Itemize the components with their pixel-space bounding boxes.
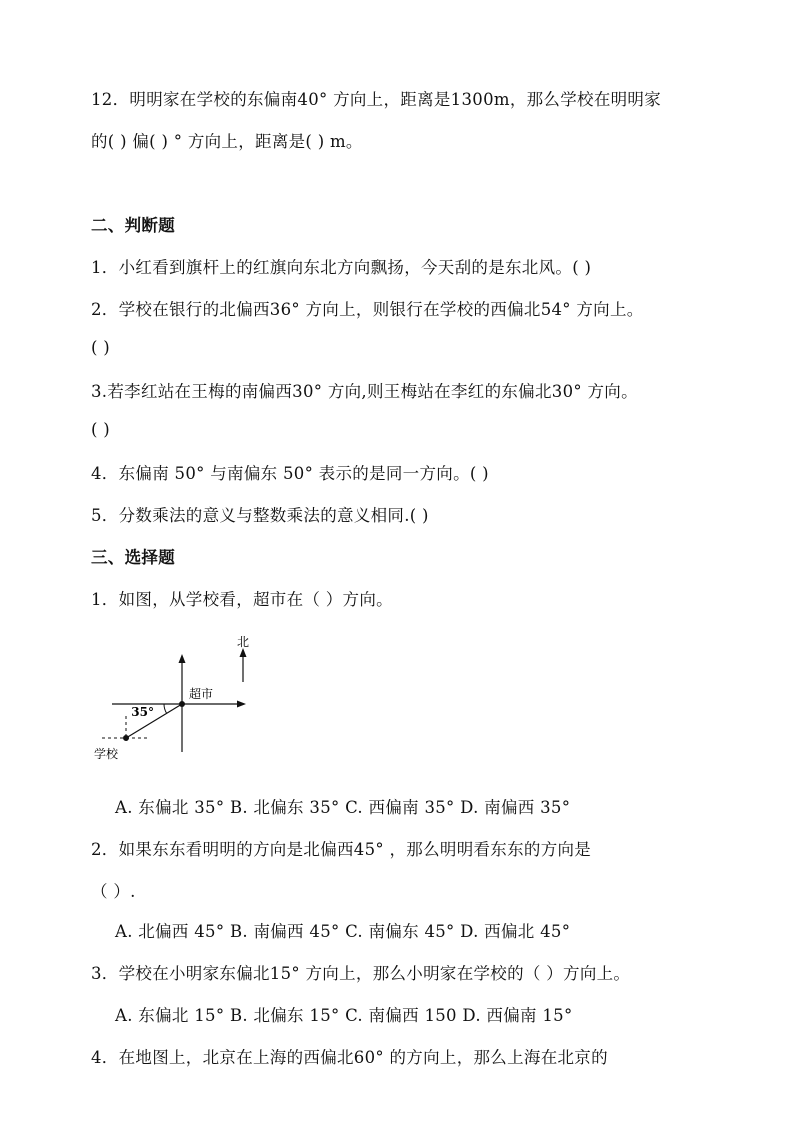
choice-q4-stem: 4．在地图上，北京在上海的西偏北60° 的方向上，那么上海在北京的 bbox=[91, 1048, 608, 1067]
direction-figure bbox=[90, 628, 260, 768]
angle-label: 35° bbox=[131, 705, 154, 719]
north-label: 北 bbox=[236, 635, 250, 649]
judge-item-1: 1．小红看到旗杆上的红旗向东北方向飘扬，今天刮的是东北风。( ) bbox=[91, 258, 592, 277]
choice-q3-options: A. 东偏北 15° B. 北偏东 15° C. 南偏西 150 D. 西偏南 15° bbox=[115, 1006, 573, 1025]
judge-item-4: 4．东偏南 50° 与南偏东 50° 表示的是同一方向。( ) bbox=[91, 464, 489, 483]
judge-item-2-blank: ( ) bbox=[91, 338, 111, 357]
choice-q2-stem: 2．如果东东看明明的方向是北偏西45° ，那么明明看东东的方向是 bbox=[91, 840, 592, 859]
choice-q2-options: A. 北偏西 45° B. 南偏西 45° C. 南偏东 45° D. 西偏北 45° bbox=[115, 922, 571, 941]
market-label: 超市 bbox=[189, 687, 214, 701]
choice-q1-stem: 1．如图，从学校看，超市在（ ）方向。 bbox=[91, 590, 393, 609]
judge-item-5: 5．分数乘法的意义与整数乘法的意义相同.( ) bbox=[91, 506, 429, 525]
market-point bbox=[179, 701, 185, 707]
q12-line-1: 12．明明家在学校的东偏南40° 方向上，距离是1300m，那么学校在明明家 bbox=[91, 90, 662, 109]
section-2-title: 二、判断题 bbox=[91, 216, 175, 235]
choice-q2-blank: （ ）. bbox=[91, 882, 136, 901]
q12-line-2: 的( ) 偏( ) ° 方向上，距离是( ) m。 bbox=[91, 132, 363, 151]
choice-q1-options: A. 东偏北 35° B. 北偏东 35° C. 西偏南 35° D. 南偏西 35° bbox=[115, 798, 571, 817]
choice-q3-stem: 3．学校在小明家东偏北15° 方向上，那么小明家在学校的（ ）方向上。 bbox=[91, 964, 631, 983]
north-arrow-icon bbox=[237, 635, 249, 682]
school-point bbox=[123, 735, 129, 741]
judge-item-3: 3.若李红站在王梅的南偏西30° 方向,则王梅站在李红的东偏北30° 方向。 bbox=[91, 382, 638, 401]
judge-item-3-blank: ( ) bbox=[91, 420, 111, 439]
judge-item-2: 2．学校在银行的北偏西36° 方向上，则银行在学校的西偏北54° 方向上。 bbox=[91, 300, 644, 319]
angle-arc bbox=[164, 704, 167, 713]
section-3-title: 三、选择题 bbox=[91, 548, 175, 567]
school-label: 学校 bbox=[94, 747, 119, 761]
